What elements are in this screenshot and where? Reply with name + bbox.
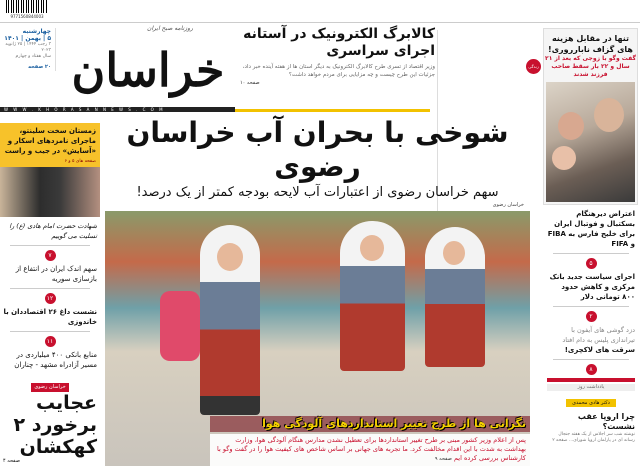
main-headline[interactable]: شوخی با بحران آب خراسان رضوی [126,116,509,183]
divider [553,253,629,254]
feature-box[interactable] [543,28,638,205]
caption-text [210,434,530,466]
divider [553,306,629,307]
feature-headline: تنها در مقابل هزینه های گزاف نابارروری! [548,34,633,54]
main-source: خراسان رضوی [492,202,524,208]
date-box [2,28,56,71]
feature-sub: گفت وگو با زوجی که بعد از ۲۱ سال و ۲۲ بار سقط صاحب فرزند شدند [545,55,636,78]
divider [10,245,90,246]
section-label: خراسان رضوی [31,383,68,392]
left-column [0,123,100,465]
divider [10,288,90,289]
weekday: چهارشنبه [22,28,51,35]
barcode [6,0,48,13]
barcode-number: 9771560844003 [10,14,44,19]
film-photo [0,167,100,217]
column-headline[interactable]: چرا اروپا عقب نشست؟ [577,412,635,431]
page-badge: ۲ [586,311,597,322]
caption-page-ref[interactable]: صفحه ۹ [434,456,452,462]
caption-headline[interactable]: نگرانی ها از طرح تغییر استانداردهای آلودگی هوا [210,416,530,432]
main-subhead: سهم خراسان رضوی از اعتبارات آب لایحه بودجه کمتر از یک درصد! [136,185,499,200]
feature-photo [546,82,635,202]
date-notes: سال هفتاد و چهارم [15,54,51,59]
main-photo [105,211,530,466]
photo-caption [210,416,530,466]
masthead-tagline: روزنامه صبح ایران [147,25,193,32]
news-item[interactable]: منابع بانکی ۴۰۰ میلیاردی در مسیر آزادراه مشهد - چناران [14,351,97,369]
divider [10,331,90,332]
date: ۵ | بهمن | ۱۴۰۱ [4,35,51,42]
column-summary-text: نوشته شب سر اجلاس از یک هفته جنجال رسانه ای در پارلمان اروپا شورای... [558,432,635,443]
column-page-ref[interactable]: صفحه ۲ [552,438,568,443]
condolence: شهادت حضرت امام هادی (ع) را تسلیت می گوییم [9,222,97,240]
top-story-summary: وزیر اقتصاد از تسری طرح کالابرگ الکترونیک به دیگر استان ها از هفته آینده خبر داد، جزئیات این طرح چیست و چه مزایایی برای مردم خواهد داشت؟ [242,64,435,78]
page-badge: ۸ [586,364,597,375]
top-story-headline[interactable]: کالابرگ الکترونیک در آستانه اجرای سراسری [243,26,435,59]
news-item[interactable]: اعتراض دیرهنگام بسکتبال و فوتبال ایران برای خلیج فارس به FIBA و FIFA [547,210,635,248]
culture-feature[interactable] [0,123,100,217]
yellow-rule [235,109,430,112]
column-author: دکتر هادی محمدی [566,399,616,407]
news-item[interactable]: سهم اندک ایران در انتفاع از بازسازی سوریه [15,265,97,283]
page-count: ۲۰ صفحه [28,64,51,70]
section-tag: زندگی [526,59,541,74]
divider [0,22,640,23]
page-badge: ۷ [45,250,56,261]
column-summary [543,432,639,444]
news-item[interactable]: اجرای سیاست جدید بانک مرکزی و کاهش حدود ۸۰۰ تومانی دلار [549,273,635,301]
page-badge: ۱۲ [45,293,56,304]
galaxy-headline[interactable]: عجایب برخورد ۲ کهکشان [13,392,97,458]
feature-page-ref: صفحه های ۵ و ۶ [64,159,96,164]
divider [553,359,629,360]
date-details: ۳ رجب ۱۴۴۴ | ۲۵ ژانویه ۲۰۲۳ [5,42,51,53]
website-url: W W W . K H O R A S A N N E W S . C O M [0,107,235,112]
right-column [543,28,639,444]
top-story-page-ref[interactable]: صفحه ۱۰ [240,80,260,86]
galaxy-page-ref[interactable]: صفحه ۴ [3,458,20,464]
column-label: یادداشت روز [547,384,635,391]
main-story [105,116,530,466]
page-badge: ۱۱ [45,336,56,347]
caption-body: پس از اعلام وزیر کشور مبنی بر طرح تغییر استانداردها برای تعطیل نشدن مدارس هنگام آلودگی هوا، وزارت بهداشت به شدت با این اقدام مخالفت کرد. ما تجربه های جهانی بر اساس شاخص های کیفیت هوا را در گفت وگو با کارشناس بررسی کرده ایم [217,436,526,462]
masthead-logo: خراسان [71,43,225,97]
news-item[interactable]: سرقت های لاکچری! [564,346,635,354]
column-rule [547,378,635,382]
news-kicker: دزد گوشی های آیفون با تیراندازی پلیس به دام افتاد [562,326,635,344]
page-badge: ۵ [586,258,597,269]
feature-text: زمستان سخت سلینتو، ماجرای نامزدهای اسکار و «آسایش» در جیب و راست [4,127,96,155]
news-item[interactable]: نشست داغ ۲۶ اقتصاددان با خاندوزی [3,308,97,326]
top-story [240,26,435,87]
